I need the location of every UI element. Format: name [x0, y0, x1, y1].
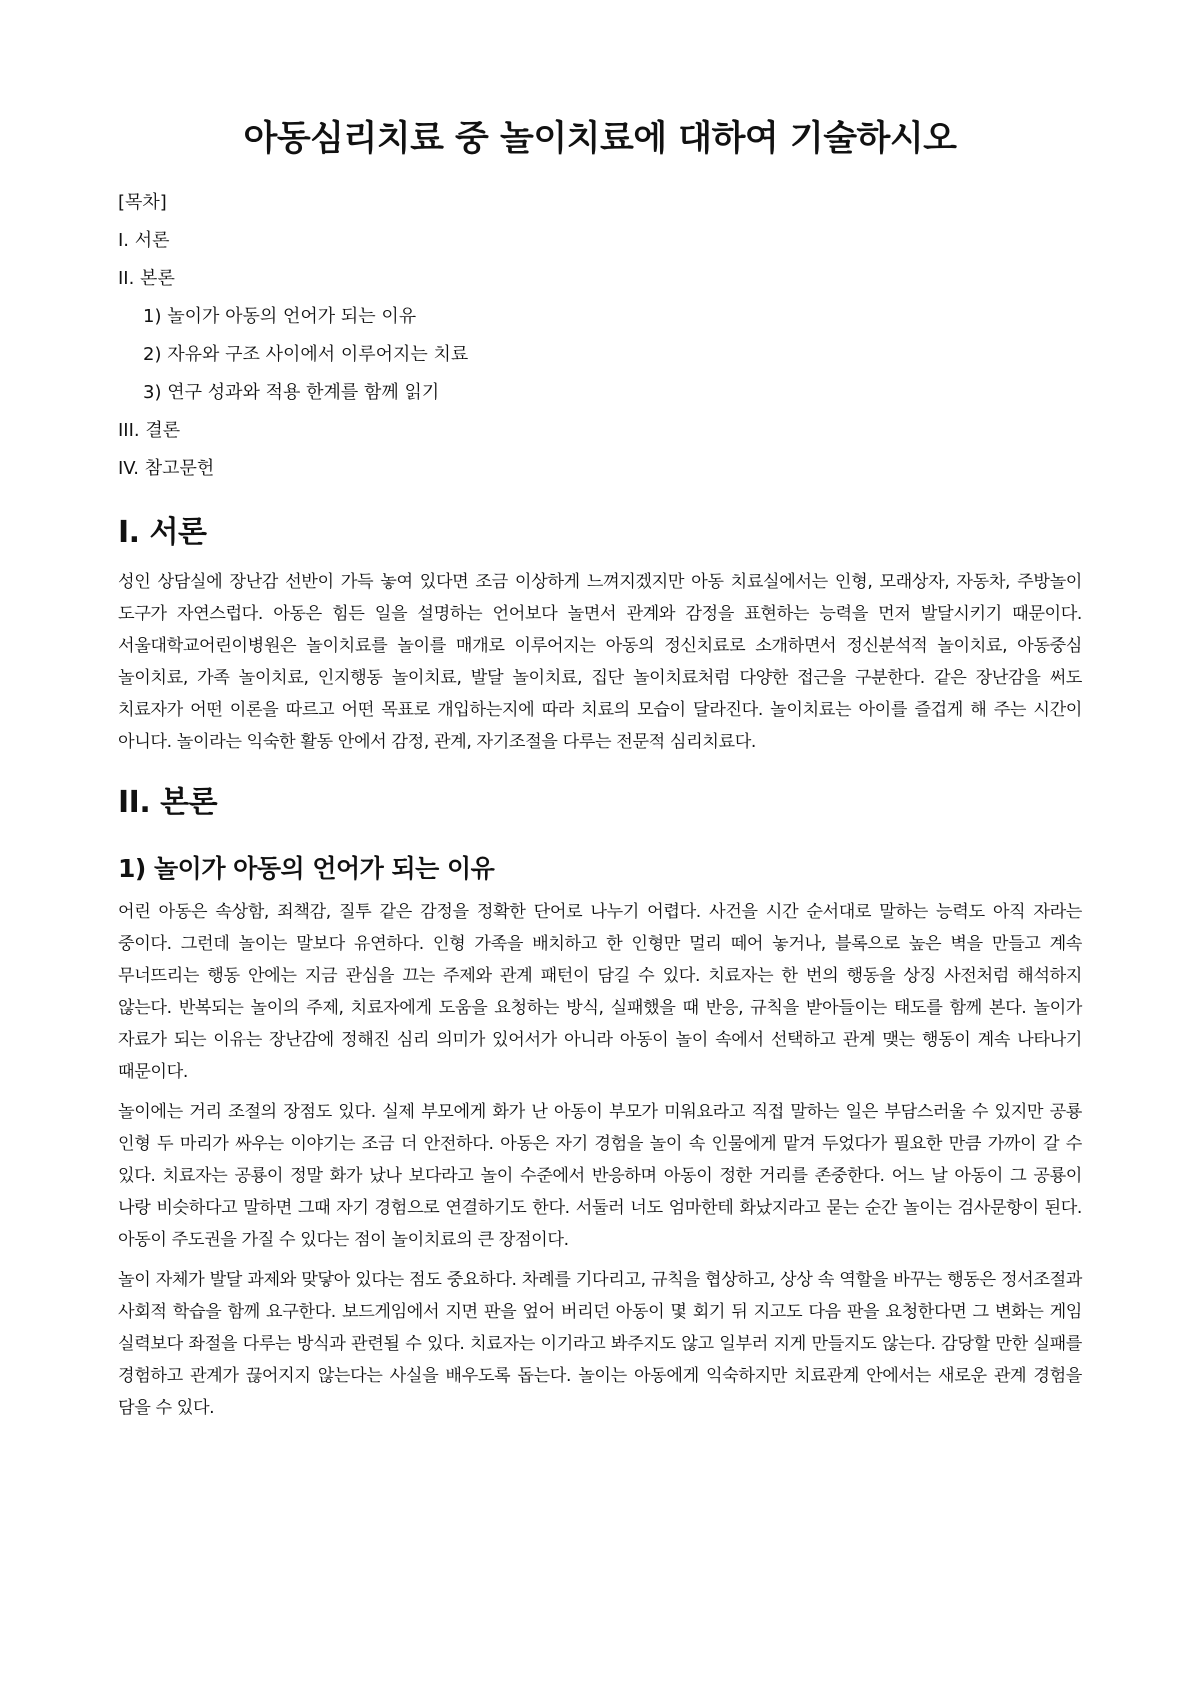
subsection-1-paragraph-3: 놀이 자체가 발달 과제와 맞닿아 있다는 점도 중요하다. 차례를 기다리고, 규칙을 협상하고, 상상 속 역할을 바꾸는 행동은 정서조절과 사회적 학습을 함께 요구한다. 보드게임에서 지면 판을 엎어 버리던 아동이 몇 회기 뒤 지고도 다음 판을 요청한다면 그 변화는 게임 실력보다 좌절을 다루는 방식과 관련될 수 있다. 치료자는 이기라고 봐주지도 않고 일부러 지게 만들지도 않는다. 감당할 만한 실패를 경험하고 관계가 끊어지지 않는다는 사실을 배우도록 돕는다. 놀이는 아동에게 익숙하지만 치료관계 안에서는 새로운 관계 경험을 담을 수 있다.: [118, 1270, 1082, 1419]
toc-item-body-1: 1) 놀이가 아동의 언어가 되는 이유: [143, 306, 417, 327]
toc-item-intro: I. 서론: [118, 230, 170, 251]
toc-item-body: II. 본론: [118, 268, 175, 289]
toc-label: [목차]: [118, 192, 167, 213]
table-of-contents: [118, 184, 1082, 488]
subsection-1-paragraph-2: 놀이에는 거리 조절의 장점도 있다. 실제 부모에게 화가 난 아동이 부모가 미워요라고 직접 말하는 일은 부담스러울 수 있지만 공룡 인형 두 마리가 싸우는 이야기는 조금 더 안전하다. 아동은 자기 경험을 놀이 속 인물에게 맡겨 두었다가 필요한 만큼 가까이 갈 수 있다. 치료자는 공룡이 정말 화가 났나 보다라고 놀이 수준에서 반응하며 아동이 정한 거리를 존중한다. 어느 날 아동이 그 공룡이 나랑 비슷하다고 말하면 그때 자기 경험으로 연결하기도 한다. 서둘러 너도 엄마한테 화났지라고 묻는 순간 놀이는 검사문항이 된다. 아동이 주도권을 가질 수 있다는 점이 놀이치료의 큰 장점이다.: [118, 1102, 1082, 1251]
subsection-1-heading: 1) 놀이가 아동의 언어가 되는 이유: [118, 854, 495, 883]
document-title: 아동심리치료 중 놀이치료에 대하여 기술하시오: [243, 119, 957, 159]
body-heading: II. 본론: [118, 784, 218, 820]
intro-heading: I. 서론: [118, 515, 207, 550]
intro-section: [118, 514, 1082, 758]
intro-paragraph: 성인 상담실에 장난감 선반이 가득 놓여 있다면 조금 이상하게 느껴지겠지만 아동 치료실에서는 인형, 모래상자, 자동차, 주방놀이 도구가 자연스럽다. 아동은 힘든 일을 설명하는 언어보다 놀면서 관계와 감정을 표현하는 능력을 먼저 발달시키기 때문이다. 서울대학교어린이병원은 놀이치료를 놀이를 매개로 이루어지는 아동의 정신치료로 소개하면서 정신분석적 놀이치료, 아동중심 놀이치료, 가족 놀이치료, 인지행동 놀이치료, 발달 놀이치료, 집단 놀이치료처럼 다양한 접근을 구분한다. 같은 장난감을 써도 치료자가 어떤 이론을 따르고 어떤 목표로 개입하는지에 따라 치료의 모습이 달라진다. 놀이치료는 아이를 즐겁게 해 주는 시간이 아니다. 놀이라는 익숙한 활동 안에서 감정, 관계, 자기조절을 다루는 전문적 심리치료다.: [118, 571, 1082, 752]
body-section: [118, 784, 1082, 1425]
toc-item-body-3: 3) 연구 성과와 적용 한계를 함께 읽기: [143, 382, 440, 403]
toc-item-references: IV. 참고문헌: [118, 458, 215, 479]
section-spacer: [118, 766, 1082, 784]
subsection-spacer: [118, 835, 1082, 853]
toc-item-body-2: 2) 자유와 구조 사이에서 이루어지는 치료: [143, 344, 469, 365]
subsection-1-paragraph-1: 어린 아동은 속상함, 죄책감, 질투 같은 감정을 정확한 단어로 나누기 어렵다. 사건을 시간 순서대로 말하는 능력도 아직 자라는 중이다. 그런데 놀이는 말보다 유연하다. 인형 가족을 배치하고 한 인형만 멀리 떼어 놓거나, 블록으로 높은 벽을 만들고 계속 무너뜨리는 행동 안에는 지금 관심을 끄는 주제와 관계 패턴이 담길 수 있다. 치료자는 한 번의 행동을 상징 사전처럼 해석하지 않는다. 반복되는 놀이의 주제, 치료자에게 도움을 요청하는 방식, 실패했을 때 반응, 규칙을 받아들이는 태도를 함께 본다. 놀이가 자료가 되는 이유는 장난감에 정해진 심리 의미가 있어서가 아니라 아동이 놀이 속에서 선택하고 관계 맺는 행동이 계속 나타나기 때문이다.: [118, 902, 1082, 1083]
toc-item-conclusion: III. 결론: [118, 420, 181, 441]
